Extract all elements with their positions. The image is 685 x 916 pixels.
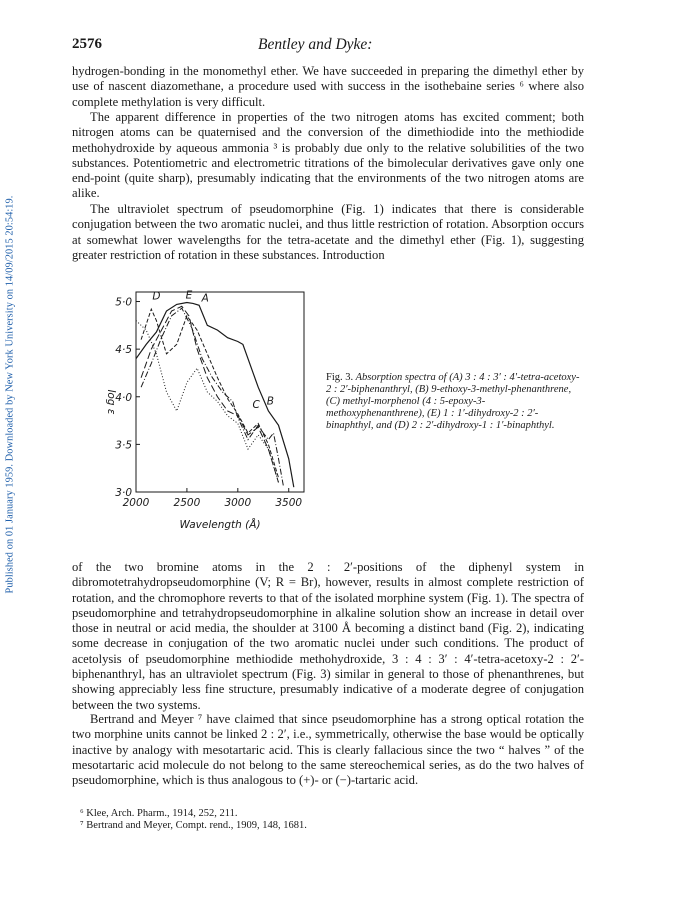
series-d-line bbox=[141, 309, 278, 478]
footnote-7: ⁷ Bertrand and Meyer, Compt. rend., 1909, 148, 1681. bbox=[80, 820, 307, 831]
paragraph-3: The ultraviolet spectrum of pseudomorphine (Fig. 1) indicates that there is considerable conjugation between the two aromatic nuclei, and thus little restriction of rotation. Absorption occurs at somewhat lower wavelengths for the tetra-acetate and the dimethyl ether (Fig. 1), suggesting greater restriction of rotation in these substances. Introduction bbox=[72, 202, 584, 262]
x-tick-label: 2000 bbox=[122, 497, 150, 509]
y-tick-label: 4·5 bbox=[115, 344, 132, 357]
caption-text: Absorption spectra of (A) 3 : 4 : 3′ : 4′-tetra-acetoxy-2 : 2′-biphenanthryl, (B) 9-ethoxy-3-methyl-phenanthrene, (C) methyl-morphenol (4 : 5-epoxy-3-methoxyphenanthrene), (E) 1 : 1′-dihydroxy-2 : 2′-binaphthyl, and (D) 2 : 2′-dihydroxy-1 : 1′-binaphthyl. bbox=[326, 372, 580, 431]
y-tick-label: 3·0 bbox=[115, 487, 132, 499]
curve-label-b: B bbox=[266, 395, 275, 408]
curve-label-c: C bbox=[252, 399, 260, 412]
paragraph-4: of the two bromine atoms in the 2 : 2′-positions of the diphenyl system in dibromotetrahydropseudomorphine (V; R = Br), however, results in almost complete restriction of rotation, and the chromophore reverts to that of the isolated morphine system (Fig. 1). The spectra of pseudomorphine and tetrahydropseudomorphine in alkaline solution show an increase in detail over those in neutral or acid media, the shoulder at 3100 Å becoming a distinct band (Fig. 2), indicating some decrease in conjugation of the two aromatic nuclei under such conditions. The product of acetolysis of pseudomorphine methiodide methohydroxide, 3 : 4 : 3′ : 4′-tetra-acetoxy-2 : 2′-biphenanthryl, has an ultraviolet spectrum (Fig. 3) similar in general to those of phenanthrenes, but showing appreciably less fine structure, presumably indicative of a moderate degree of conjugation between the two systems. bbox=[72, 560, 584, 712]
paragraph-5: Bertrand and Meyer ⁷ have claimed that since pseudomorphine has a strong optical rotation the two morphine units cannot be linked 2 : 2′, i.e., symmetrically, otherwise the base would be optically inactive by analogy with mesotartaric acid. This is clearly fallacious since the two “ halves ” of the mesotartaric acid molecule do not belong to the same stereochemical series, as do the two halves of pseudomorphine, which is thus analogous to (+)- or (−)-tartaric acid. bbox=[72, 712, 584, 788]
y-tick-label: 5·0 bbox=[115, 296, 132, 309]
figure-caption bbox=[326, 372, 582, 432]
curve-label-d: D bbox=[152, 290, 161, 303]
curve-label-e: E bbox=[185, 289, 193, 302]
x-tick-label: 2500 bbox=[173, 497, 201, 509]
y-axis-label: log ε bbox=[105, 389, 117, 415]
paragraph-2: The apparent difference in properties of the two nitrogen atoms has excited comment; both nitrogen atoms can be quaternised and the conversion of the dimethiodide into the methiodide methohydroxide by aqueous ammonia ³ is probably due only to the relative solubilities of the two substances. Potentiometric and electrometric titrations of the bimolecular derivatives gave only one end-point (quite sharp), presumably indicating that the environments of the two nitrogen atoms are alike. bbox=[72, 110, 584, 201]
download-watermark-text: Published on 01 January 1959. Downloaded by New York University on 14/09/2015 20:54:19. bbox=[4, 195, 16, 594]
page-number: 2576 bbox=[72, 36, 102, 52]
x-axis-label: Wavelength (Å) bbox=[179, 519, 261, 531]
footnotes bbox=[80, 808, 580, 832]
x-tick-label: 3000 bbox=[224, 497, 252, 509]
figure-3 bbox=[105, 284, 318, 544]
running-title: Bentley and Dyke: bbox=[258, 36, 373, 53]
curve-label-a: A bbox=[201, 292, 209, 305]
caption-label: Fig. 3. bbox=[326, 372, 354, 383]
series-e-line bbox=[141, 306, 278, 482]
y-tick-label: 4·0 bbox=[115, 391, 132, 404]
download-watermark bbox=[0, 0, 20, 600]
paragraph-1: hydrogen-bonding in the monomethyl ether. We have succeeded in preparing the dimethyl ether by use of nascent diazomethane, a procedure used with success in the isothebaine series ⁶ where also complete methylation is very difficult. bbox=[72, 64, 584, 109]
y-tick-label: 3·5 bbox=[115, 439, 132, 452]
x-tick-label: 3500 bbox=[275, 497, 303, 509]
absorption-spectra-chart bbox=[105, 284, 318, 544]
footnote-6: ⁶ Klee, Arch. Pharm., 1914, 252, 211. bbox=[80, 808, 238, 819]
